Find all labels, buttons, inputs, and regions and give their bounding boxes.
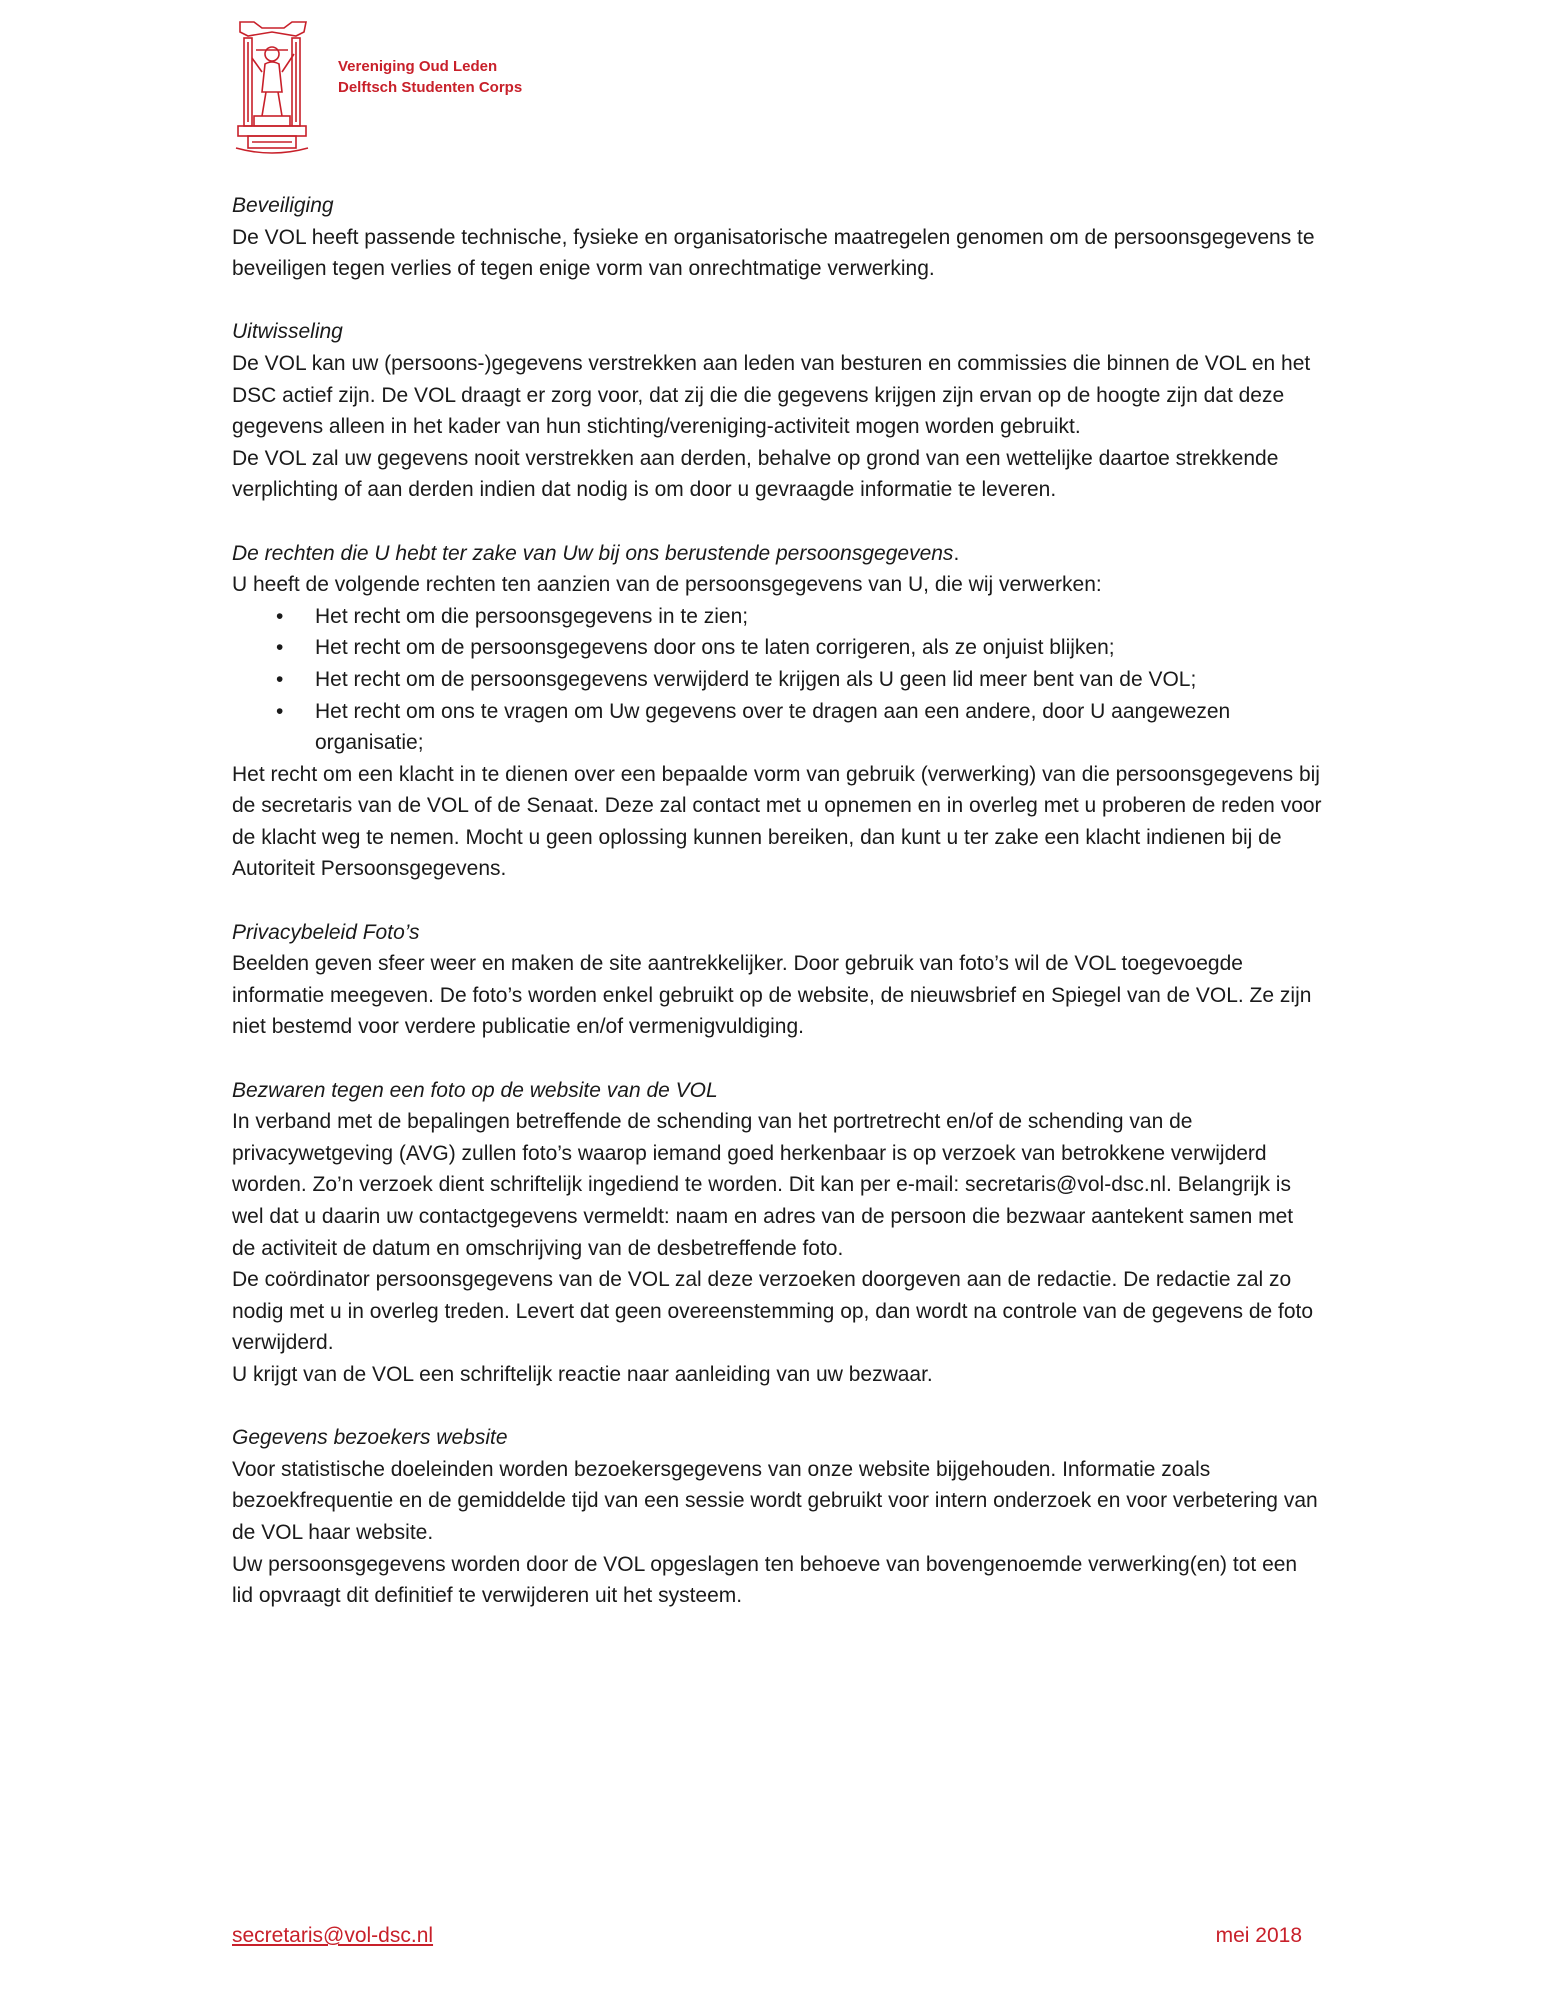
crest-icon xyxy=(232,20,312,155)
document-body xyxy=(232,190,1322,1643)
section-rechten xyxy=(232,538,1322,886)
list-item xyxy=(232,601,1322,633)
paragraph: De VOL zal uw gegevens nooit verstrekken aan derden, behalve op grond van een wettelijke daartoe strekkende verplichting of aan derden indien dat nodig is om door u gevraagde informatie te leveren. xyxy=(232,446,1279,502)
section-fotos xyxy=(232,917,1322,1043)
email-link[interactable]: secretaris@vol-dsc.nl xyxy=(232,1924,434,1947)
organization-name-line2: Delftsch Studenten Corps xyxy=(338,78,523,96)
list-item-text: Het recht om ons te vragen om Uw gegevens over te dragen aan een andere, door U aangewezen organisatie; xyxy=(315,699,1231,755)
organization-name xyxy=(338,56,522,98)
paragraph: U heeft de volgende rechten ten aanzien van de persoonsgegevens van U, die wij verwerken: xyxy=(232,573,1102,597)
section-title: De rechten die U hebt ter zake van Uw bij ons berustende persoonsgegevens xyxy=(232,541,954,565)
list-item xyxy=(232,632,1322,664)
footer xyxy=(232,1924,1302,1948)
bullet-icon: • xyxy=(276,604,284,628)
bullet-icon: • xyxy=(276,699,284,723)
paragraph: U krijgt van de VOL een schriftelijk reactie naar aanleiding van uw bezwaar. xyxy=(232,1362,933,1386)
paragraph: Uw persoonsgegevens worden door de VOL opgeslagen ten behoeve van bovengenoemde verwerking(en) tot een lid opvraagt dit definitief te verwijderen uit het systeem. xyxy=(232,1552,1298,1608)
list-item-text: Het recht om die persoonsgegevens in te zien; xyxy=(315,604,749,628)
section-bezoekers xyxy=(232,1422,1322,1612)
section-title: Beveiliging xyxy=(232,194,334,217)
paragraph: Beelden geven sfeer weer en maken de site aantrekkelijker. Door gebruik van foto’s wil de VOL toegevoegde informatie meegeven. De foto’s worden enkel gebruikt op de website, de nieuwsbrief en Spiegel van de VOL. Ze zijn niet bestemd voor verdere publicatie en/of vermenigvuldiging. xyxy=(232,952,1312,1039)
bullet-icon: • xyxy=(276,636,284,660)
section-bezwaren xyxy=(232,1075,1322,1391)
list-item-text: Het recht om de persoonsgegevens verwijderd te krijgen als U geen lid meer bent van de VOL; xyxy=(315,667,1197,691)
list-item-text: Het recht om de persoonsgegevens door ons te laten corrigeren, als ze onjuist blijken; xyxy=(315,636,1115,660)
rights-list xyxy=(232,601,1322,759)
section-title-line: De rechten die U hebt ter zake van Uw bij ons berustende persoonsgegevens. xyxy=(232,541,960,565)
paragraph: Het recht om een klacht in te dienen over een bepaalde vorm van gebruik (verwerking) van die persoonsgegevens bij de secretaris van de VOL of de Senaat. Deze zal contact met u opnemen en in overleg met u proberen de reden voor de klacht weg te nemen. Mocht u geen oplossing kunnen bereiken, dan kunt u ter zake een klacht indienen bij de Autoriteit Persoonsgegevens. xyxy=(232,762,1322,881)
paragraph: In verband met de bepalingen betreffende de schending van het portretrecht en/of de schending van de privacywetgeving (AVG) zullen foto’s waarop iemand goed herkenbaar is op verzoek van betrokkene verwijderd worden. Zo’n verzoek dient schriftelijk ingediend te worden. Dit kan per e-mail: secretaris@vol-dsc.nl. Belangrijk is wel dat u daarin uw contactgegevens vermeldt: naam en adres van de persoon die bezwaar aantekent samen met de activiteit de datum en omschrijving van de desbetreffende foto. xyxy=(232,1110,1294,1260)
section-uitwisseling xyxy=(232,316,1322,506)
footer-date: mei 2018 xyxy=(1215,1924,1302,1947)
organization-name-line1: Vereniging Oud Leden xyxy=(338,57,498,75)
section-title: Uitwisseling xyxy=(232,320,343,344)
paragraph: Voor statistische doeleinden worden bezoekersgegevens van onze website bijgehouden. Informatie zoals bezoekfrequentie en de gemiddelde tijd van een sessie wordt gebruikt voor intern onderzoek en voor verbetering van de VOL haar website. xyxy=(232,1457,1318,1544)
section-beveiliging xyxy=(232,190,1322,285)
list-item xyxy=(232,696,1322,759)
section-title: Gegevens bezoekers website xyxy=(232,1426,508,1450)
paragraph: De VOL kan uw (persoons-)gegevens verstrekken aan leden van besturen en commissies die binnen de VOL en het DSC actief zijn. De VOL draagt er zorg voor, dat zij die die gegevens krijgen zijn ervan op de hoogte zijn dat deze gegevens alleen in het kader van hun stichting/vereniging-activiteit mogen worden gebruikt. xyxy=(232,351,1311,439)
paragraph: De coördinator persoonsgegevens van de VOL zal deze verzoeken doorgeven aan de redactie. De redactie zal zo nodig met u in overleg treden. Levert dat geen overeenstemming op, dan wordt na controle van de gegevens de foto verwijderd. xyxy=(232,1268,1314,1355)
letterhead xyxy=(232,20,522,155)
bullet-icon: • xyxy=(276,667,284,691)
section-title: Bezwaren tegen een foto op de website van de VOL xyxy=(232,1078,718,1102)
section-title: Privacybeleid Foto’s xyxy=(232,920,420,944)
list-item xyxy=(232,664,1322,696)
paragraph: De VOL heeft passende technische, fysieke en organisatorische maatregelen genomen om de persoonsgegevens te beveiligen tegen verlies of tegen enige vorm van onrechtmatige verwerking. xyxy=(232,225,1315,281)
